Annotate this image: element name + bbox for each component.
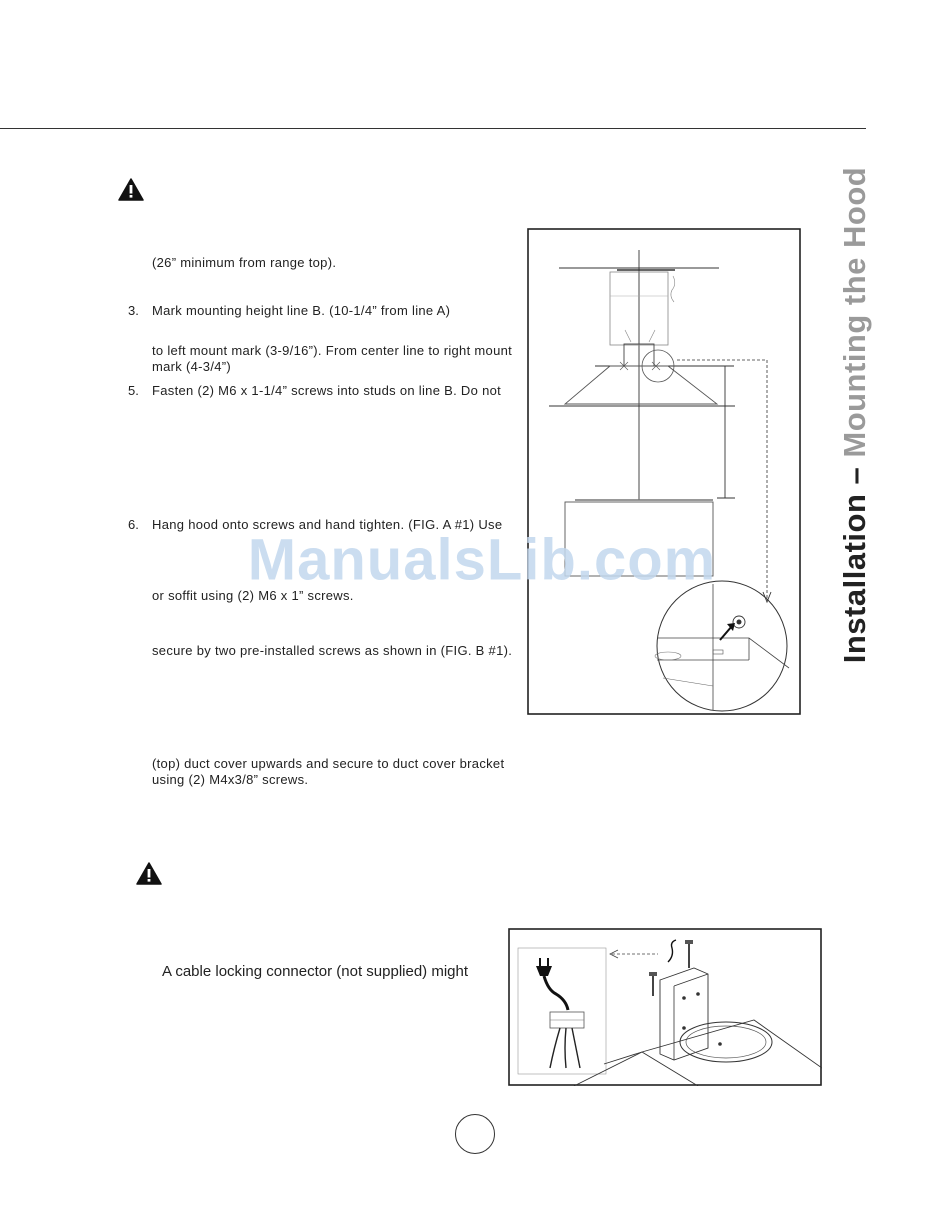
warning-icon bbox=[136, 862, 162, 885]
page-number-circle bbox=[455, 1114, 495, 1154]
figure-a-hood-mounting bbox=[527, 228, 802, 716]
step6-text: Hang hood onto screws and hand tighten. (FIG. A #1) Use bbox=[152, 517, 503, 532]
section-title-part1: Installation – bbox=[837, 457, 872, 664]
step2-continued: (26” minimum from range top). bbox=[152, 255, 337, 270]
section-title-part2: Mounting the Hood bbox=[837, 166, 872, 458]
step6-continued: or soffit using (2) M6 x 1” screws. bbox=[152, 588, 354, 603]
step4-continued-2: mark (4-3/4”) bbox=[152, 359, 232, 374]
step3-number: 3. bbox=[128, 303, 139, 318]
watermark: ManualsLib.com bbox=[247, 527, 717, 593]
header-rule bbox=[0, 128, 866, 129]
warning-icon bbox=[118, 178, 144, 201]
step4-continued-1: to left mount mark (3-9/16”). From center line to right mount bbox=[152, 343, 513, 358]
step6-number: 6. bbox=[128, 517, 139, 532]
step7-continued: secure by two pre-installed screws as shown in (FIG. B #1). bbox=[152, 643, 513, 658]
step8-continued-1: (top) duct cover upwards and secure to duct cover bracket bbox=[152, 756, 505, 771]
section-title bbox=[837, 167, 873, 663]
step5-text: Fasten (2) M6 x 1-1/4” screws into studs on line B. Do not bbox=[152, 383, 502, 398]
step8-continued-2: using (2) M4x3/8” screws. bbox=[152, 772, 309, 787]
step3-text: Mark mounting height line B. (10-1/4” from line A) bbox=[152, 303, 451, 318]
electrical-note: A cable locking connector (not supplied) might bbox=[162, 963, 469, 980]
figure-b-electrical-connection bbox=[508, 928, 822, 1086]
step5-number: 5. bbox=[128, 383, 139, 398]
